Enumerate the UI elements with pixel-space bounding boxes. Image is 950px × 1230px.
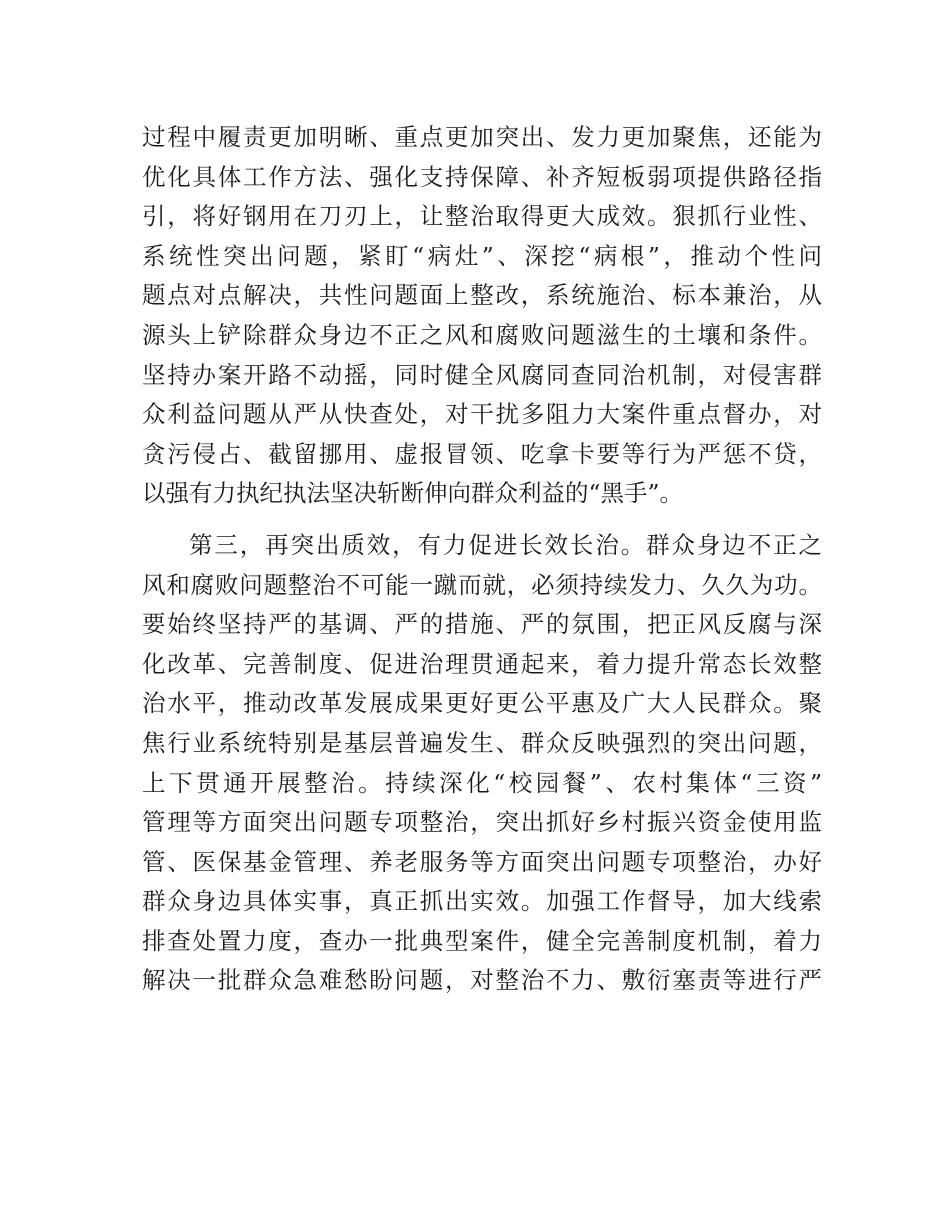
text-line: 源头上铲除群众身边不正之风和腐败问题滋生的土壤和条件。 [142,320,822,349]
text-line: 上下贯通开展整治。持续深化“校园餐”、农村集体“三资” [142,768,822,797]
text-line: 第三，再突出质效，有力促进长效长治。群众身边不正之 [189,530,822,559]
text-line: 治水平，推动改革发展成果更好更公平惠及广大人民群众。聚 [142,689,822,718]
document-body [142,118,822,1001]
text-line: 贪污侵占、截留挪用、虚报冒领、吃拿卡要等行为严惩不贷， [142,439,822,468]
text-line: 排查处置力度，查办一批典型案件，健全完善制度机制，着力 [142,926,822,955]
text-line: 坚持办案开路不动摇，同时健全风腐同查同治机制，对侵害群 [142,360,822,389]
text-line: 题点对点解决，共性问题面上整改，系统施治、标本兼治，从 [142,281,822,310]
text-line: 以强有力执纪执法坚决斩断伸向群众利益的“黑手”。 [142,479,684,508]
text-line: 过程中履责更加明晰、重点更加突出、发力更加聚焦，还能为 [142,123,822,151]
text-line: 优化具体工作方法、强化支持保障、补齐短板弱项提供路径指 [142,162,822,191]
text-line: 群众身边具体实事，真正抓出实效。加强工作督导，加大线索 [142,887,822,916]
paragraph [142,118,822,514]
text-line: 要始终坚持严的基调、严的措施、严的氛围，把正风反腐与深 [142,610,822,639]
text-line: 引，将好钢用在刀刃上，让整治取得更大成效。狠抓行业性、 [142,202,822,231]
paragraph [142,526,822,1001]
text-line: 众利益问题从严从快查处，对干扰多阻力大案件重点督办，对 [142,400,822,429]
text-line: 风和腐败问题整治不可能一蹴而就，必须持续发力、久久为功。 [142,570,822,599]
paragraph-gap [142,514,822,526]
text-line: 管理等方面突出问题专项整治，突出抓好乡村振兴资金使用监 [142,808,822,837]
text-line: 化改革、完善制度、促进治理贯通起来，着力提升常态长效整 [142,649,822,678]
text-line: 焦行业系统特别是基层普遍发生、群众反映强烈的突出问题， [142,728,822,757]
text-line: 系统性突出问题，紧盯“病灶”、深挖“病根”，推动个性问 [142,241,822,270]
text-line: 管、医保基金管理、养老服务等方面突出问题专项整治，办好 [142,847,822,876]
text-line: 解决一批群众急难愁盼问题，对整治不力、敷衍塞责等进行严 [142,966,822,995]
